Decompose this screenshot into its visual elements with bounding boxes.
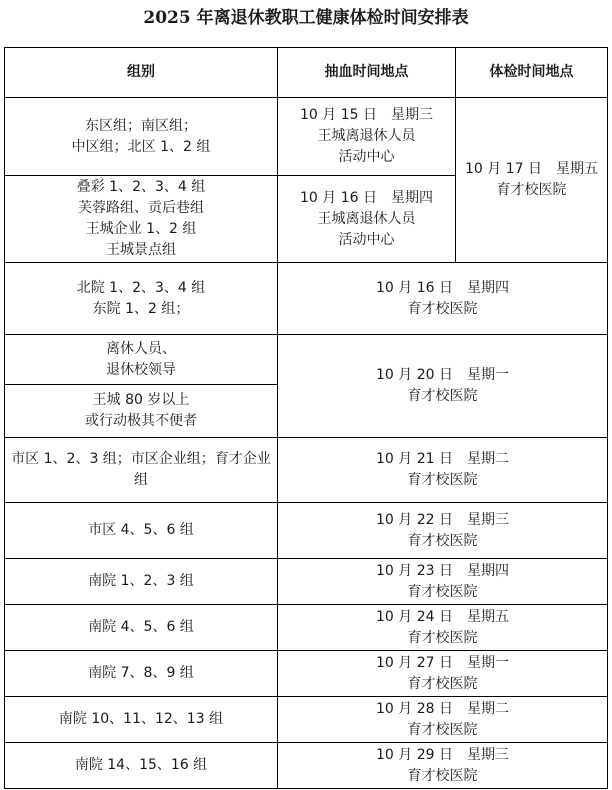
exam-cell: 10 月 17 日 星期五 育才校医院 — [456, 98, 608, 263]
blood-cell: 10 月 16 日 星期四 王城离退休人员 活动中心 — [278, 176, 456, 263]
group-cell: 离休人员、 退休校领导 — [5, 335, 278, 385]
merged-cell: 10 月 24 日 星期五 育才校医院 — [278, 605, 608, 651]
page-title: 2025 年离退休教职工健康体检时间安排表 — [143, 8, 469, 28]
table-row — [5, 697, 608, 743]
table-row — [5, 559, 608, 605]
group-cell: 叠彩 1、2、3、4 组 芙蓉路组、贡后巷组 王城企业 1、2 组 王城景点组 — [5, 176, 278, 263]
merged-cell: 10 月 22 日 星期三 育才校医院 — [278, 503, 608, 559]
merged-cell: 10 月 20 日 星期一 育才校医院 — [278, 335, 608, 438]
table-row — [5, 335, 608, 385]
merged-cell: 10 月 28 日 星期二 育才校医院 — [278, 697, 608, 743]
blood-cell: 10 月 15 日 星期三 王城离退休人员 活动中心 — [278, 98, 456, 176]
schedule-table — [4, 47, 608, 789]
table-row — [5, 438, 608, 503]
table-row — [5, 263, 608, 335]
header-group: 组别 — [5, 48, 278, 98]
group-cell: 市区 1、2、3 组；市区企业组；育才企业组 — [5, 438, 278, 503]
table-row — [5, 98, 608, 176]
group-cell: 北院 1、2、3、4 组 东院 1、2 组； — [5, 263, 278, 335]
group-cell: 南院 4、5、6 组 — [5, 605, 278, 651]
merged-cell: 10 月 27 日 星期一 育才校医院 — [278, 651, 608, 697]
group-cell: 南院 1、2、3 组 — [5, 559, 278, 605]
merged-cell: 10 月 21 日 星期二 育才校医院 — [278, 438, 608, 503]
group-cell: 王城 80 岁以上 或行动极其不便者 — [5, 385, 278, 438]
table-row — [5, 503, 608, 559]
group-cell: 南院 10、11、12、13 组 — [5, 697, 278, 743]
table-row — [5, 743, 608, 789]
table-row — [5, 651, 608, 697]
table-row — [5, 605, 608, 651]
header-exam: 体检时间地点 — [456, 48, 608, 98]
merged-cell: 10 月 16 日 星期四 育才校医院 — [278, 263, 608, 335]
group-cell: 南院 14、15、16 组 — [5, 743, 278, 789]
merged-cell: 10 月 29 日 星期三 育才校医院 — [278, 743, 608, 789]
group-cell: 南院 7、8、9 组 — [5, 651, 278, 697]
group-cell: 市区 4、5、6 组 — [5, 503, 278, 559]
header-blood: 抽血时间地点 — [278, 48, 456, 98]
group-cell: 东区组；南区组； 中区组；北区 1、2 组 — [5, 98, 278, 176]
table-header-row — [5, 48, 608, 98]
merged-cell: 10 月 23 日 星期四 育才校医院 — [278, 559, 608, 605]
